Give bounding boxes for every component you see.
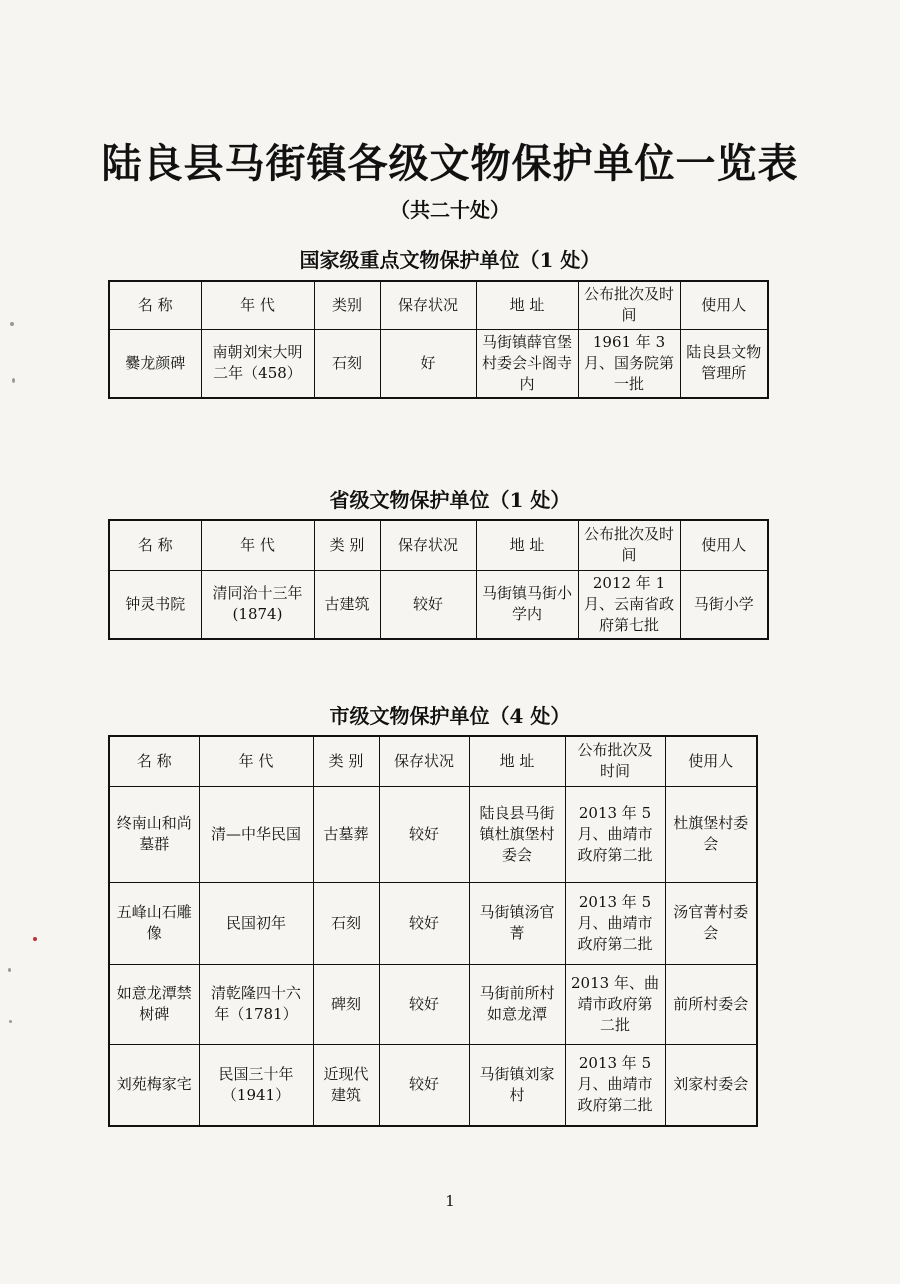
cell-address: 马街镇马街小学内 [476, 570, 578, 639]
header-category: 类 别 [314, 520, 380, 570]
header-user: 使用人 [665, 736, 757, 786]
document-subtitle: （共二十处） [390, 198, 510, 222]
header-batch: 公布批次及时间 [578, 281, 680, 329]
header-address: 地 址 [469, 736, 565, 786]
cell-name: 刘苑梅家宅 [109, 1044, 199, 1126]
cell-era: 民国初年 [199, 882, 313, 964]
cell-condition: 较好 [379, 964, 469, 1044]
header-era: 年 代 [201, 520, 314, 570]
cell-era: 清—中华民国 [199, 786, 313, 882]
scan-speck [8, 968, 11, 972]
header-batch: 公布批次及时间 [578, 520, 680, 570]
cell-name: 五峰山石雕像 [109, 882, 199, 964]
cell-category: 石刻 [313, 882, 379, 964]
cell-name: 终南山和尚墓群 [109, 786, 199, 882]
cell-address: 马街镇薛官堡村委会斗阁寺内 [476, 329, 578, 398]
cell-address: 马街前所村如意龙潭 [469, 964, 565, 1044]
scan-speck [12, 378, 15, 383]
header-name: 名 称 [109, 520, 201, 570]
cell-batch: 1961 年 3 月、国务院第一批 [578, 329, 680, 398]
document-title: 陆良县马街镇各级文物保护单位一览表 [101, 140, 799, 187]
table-header-row [109, 520, 768, 570]
cell-batch: 2013 年 5 月、曲靖市政府第二批 [565, 786, 665, 882]
cell-user: 汤官菁村委会 [665, 882, 757, 964]
cell-condition: 较好 [379, 786, 469, 882]
cell-address: 马街镇刘家村 [469, 1044, 565, 1126]
cell-user: 前所村委会 [665, 964, 757, 1044]
table-municipal [108, 735, 758, 1127]
cell-batch: 2012 年 1 月、云南省政府第七批 [578, 570, 680, 639]
header-batch: 公布批次及时间 [565, 736, 665, 786]
cell-name: 爨龙颜碑 [109, 329, 201, 398]
cell-category: 古建筑 [314, 570, 380, 639]
table-row [109, 882, 757, 964]
cell-name: 钟灵书院 [109, 570, 201, 639]
header-era: 年 代 [201, 281, 314, 329]
cell-category: 碑刻 [313, 964, 379, 1044]
cell-condition: 较好 [380, 570, 476, 639]
section-heading-national: 国家级重点文物保护单位（1 处） [299, 248, 601, 272]
cell-user: 马街小学 [680, 570, 768, 639]
cell-era: 清乾隆四十六年（1781） [199, 964, 313, 1044]
header-name: 名 称 [109, 736, 199, 786]
table-provincial [108, 519, 769, 640]
cell-condition: 较好 [379, 882, 469, 964]
header-user: 使用人 [680, 520, 768, 570]
cell-user: 刘家村委会 [665, 1044, 757, 1126]
cell-era: 南朝刘宋大明二年（458） [201, 329, 314, 398]
cell-era: 民国三十年（1941） [199, 1044, 313, 1126]
cell-address: 马街镇汤官菁 [469, 882, 565, 964]
header-era: 年 代 [199, 736, 313, 786]
cell-condition: 较好 [379, 1044, 469, 1126]
scan-speck [9, 1020, 12, 1023]
cell-category: 近现代建筑 [313, 1044, 379, 1126]
cell-batch: 2013 年 5 月、曲靖市政府第二批 [565, 882, 665, 964]
header-condition: 保存状况 [379, 736, 469, 786]
cell-user: 陆良县文物管理所 [680, 329, 768, 398]
cell-batch: 2013 年、曲靖市政府第二批 [565, 964, 665, 1044]
header-condition: 保存状况 [380, 520, 476, 570]
cell-category: 石刻 [314, 329, 380, 398]
header-name: 名 称 [109, 281, 201, 329]
header-category: 类别 [314, 281, 380, 329]
table-header-row [109, 736, 757, 786]
header-category: 类 别 [313, 736, 379, 786]
cell-category: 古墓葬 [313, 786, 379, 882]
cell-batch: 2013 年 5 月、曲靖市政府第二批 [565, 1044, 665, 1126]
table-row [109, 329, 768, 398]
header-condition: 保存状况 [380, 281, 476, 329]
header-user: 使用人 [680, 281, 768, 329]
section-heading-provincial: 省级文物保护单位（1 处） [329, 488, 571, 512]
table-header-row [109, 281, 768, 329]
table-national [108, 280, 769, 399]
cell-name: 如意龙潭禁树碑 [109, 964, 199, 1044]
header-address: 地 址 [476, 281, 578, 329]
table-row [109, 1044, 757, 1126]
cell-address: 陆良县马街镇杜旗堡村委会 [469, 786, 565, 882]
table-row [109, 964, 757, 1044]
scan-speck [10, 322, 14, 326]
table-row [109, 570, 768, 639]
cell-era: 清同治十三年(1874) [201, 570, 314, 639]
header-address: 地 址 [476, 520, 578, 570]
cell-user: 杜旗堡村委会 [665, 786, 757, 882]
section-heading-municipal: 市级文物保护单位（4 处） [329, 704, 571, 728]
table-row [109, 786, 757, 882]
scan-speck [33, 937, 37, 941]
cell-condition: 好 [380, 329, 476, 398]
page-number: 1 [445, 1192, 455, 1210]
